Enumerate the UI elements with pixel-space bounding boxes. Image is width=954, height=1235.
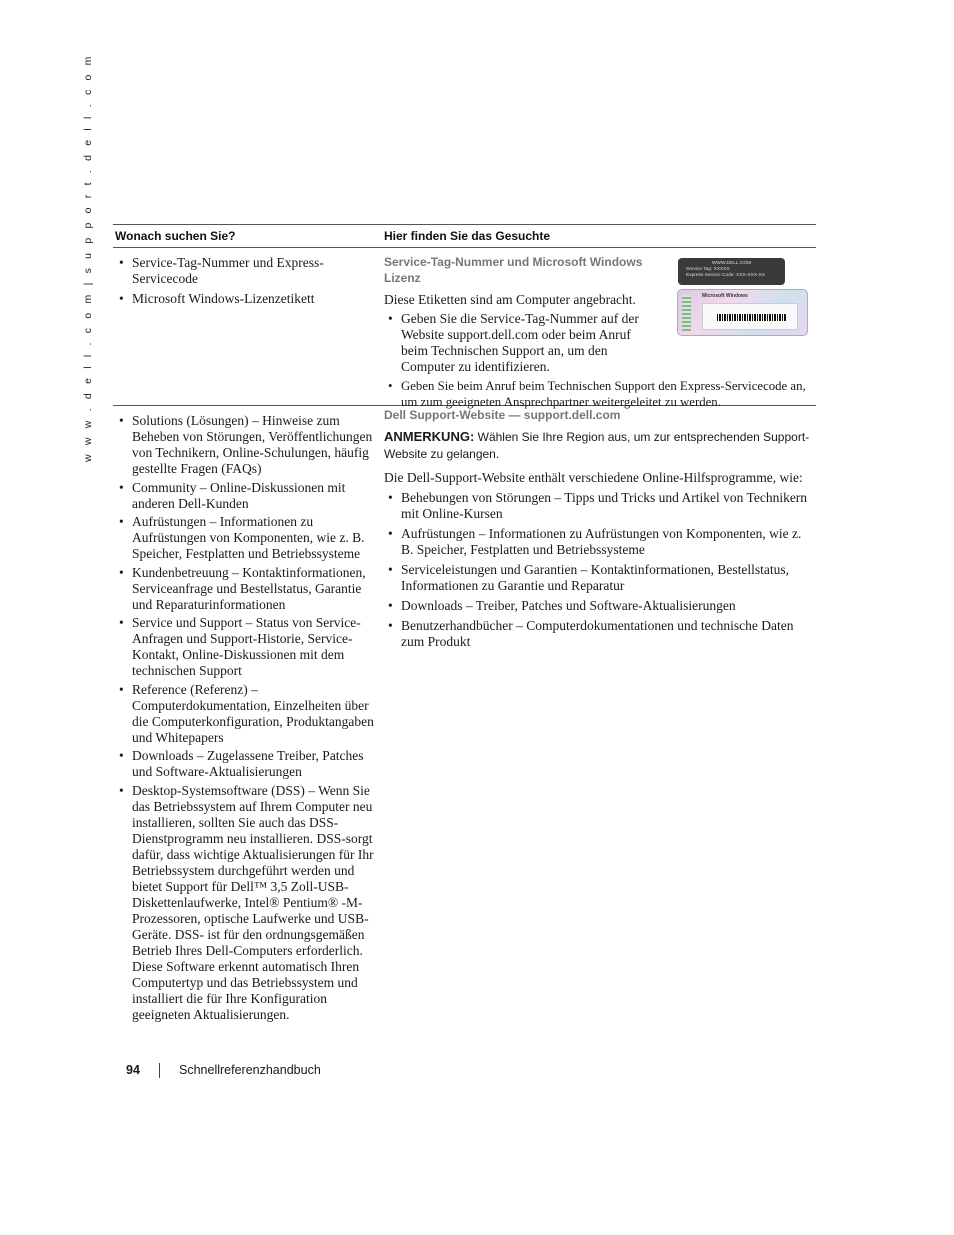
footer-divider [159, 1063, 160, 1078]
bullet-text: oder beim Anruf beim Technischen Support an, um den Computer zu identifizieren. [401, 327, 631, 374]
windows-license-label [677, 289, 808, 336]
header-right: Hier finden Sie das Gesuchte [384, 229, 551, 243]
list-item: • Geben Sie beim Anruf beim Technischen Support den Express-Servicecode an, um zum geeigneten Ansprechpartner weitergeleitet zu werden. [384, 378, 816, 410]
page-number: 94 [126, 1063, 140, 1077]
list-item: • Solutions (Lösungen) – Hinweise zum Beheben von Störungen, Veröffentlichungen von Technikern, Online-Schulungen, häufig gestellte Fragen (FAQs) [115, 413, 381, 477]
row2-left [113, 406, 383, 1025]
table-row-support-website [113, 406, 816, 1025]
header-left: Wonach suchen Sie? [115, 229, 236, 243]
list-item: • Community – Online-Diskussionen mit anderen Dell-Kunden [115, 480, 381, 512]
table-row-service-tag [113, 248, 816, 409]
list-item: • Microsoft Windows-Lizenzetikett [115, 291, 383, 307]
barcode-icon [717, 314, 787, 321]
note [384, 428, 816, 463]
list-item: • Service und Support – Status von Service-Anfragen und Support-Historie, Service-Kontakt, Online-Diskussionen mit dem technischen Support [115, 615, 381, 679]
row1-right [383, 248, 816, 409]
row1-left-list [115, 255, 383, 307]
list-item: • Downloads – Zugelassene Treiber, Patches und Software-Aktualisierungen [115, 748, 381, 780]
table-header [113, 224, 816, 248]
row2-left-list [115, 413, 381, 1023]
list-item [384, 311, 651, 375]
label-code-value: XXX-XXX-XX [736, 273, 765, 278]
list-item: • Downloads – Treiber, Patches und Software-Aktualisierungen [384, 598, 816, 614]
note-label: ANMERKUNG: [384, 429, 475, 444]
label-code: Express Service Code: [686, 273, 735, 278]
label-site: WWW.DELL.COM [711, 261, 752, 266]
list-item: • Aufrüstungen – Informationen zu Aufrüstungen von Komponenten, wie z. B. Speicher, Festplatten und Betriebssysteme [115, 514, 381, 562]
section-title: Service-Tag-Nummer und Microsoft Windows Lizenz [384, 255, 643, 285]
support-link[interactable]: support.dell.com [447, 327, 539, 342]
list-item: • Desktop-Systemsoftware (DSS) – Wenn Sie das Betriebssystem auf Ihrem Computer neu installieren, sollten Sie auch das DSS-Dienstprogramm neu installieren. DSS-sorgt dafür, dass wichtige Aktualisierungen für Ihr Betriebssystem durchgeführt werden und bietet Support für Dell™ 3,5 Zoll-USB-Diskettenlaufwerke, Intel® Pentium® -M-Prozessoren, optische Laufwerke und USB-Geräte. DSS- ist für den ordnungsgemäßen Betrieb Ihres Dell-Computers erforderlich. Diese Software erkennt automatisch Ihren Computertyp und das Betriebssystem und installiert die für Ihre Konfiguration geeigneten Aktualisierungen. [115, 783, 381, 1023]
label-tag: Service Tag: [686, 267, 713, 272]
service-tag-label [678, 258, 785, 285]
coa-product-key-area [702, 303, 798, 330]
list-item: • Service-Tag-Nummer und Express-Servicecode [115, 255, 383, 287]
coa-hologram-strip [682, 295, 691, 331]
bullet-text: Geben Sie die Service-Tag-Nummer auf der Website [401, 311, 639, 342]
row1-intro: Diese Etiketten sind am Computer angebracht. [384, 292, 636, 307]
list-item: • Benutzerhandbücher – Computerdokumentationen und technische Daten zum Produkt [384, 618, 816, 650]
footer-title: Schnellreferenzhandbuch [179, 1063, 321, 1077]
sidebar-url: w w w . d e l l . c o m | s u p p o r t . d e l l . c o m [82, 53, 94, 462]
row1-left [113, 248, 383, 405]
row2-right-list [384, 490, 816, 650]
label-tag-value: XXXXX [713, 267, 730, 272]
list-item: • Aufrüstungen – Informationen zu Aufrüstungen von Komponenten, wie z. B. Speicher, Festplatten und Betriebssysteme [384, 526, 816, 558]
list-item: • Behebungen von Störungen – Tipps und Tricks und Artikel von Technikern mit Online-Kursen [384, 490, 816, 522]
row2-right [383, 406, 816, 1025]
info-table [113, 224, 816, 1025]
list-item: • Serviceleistungen und Garantien – Kontaktinformationen, Bestellstatus, Informationen zu Garantie und Reparatur [384, 562, 816, 594]
section-title: Dell Support-Website — support.dell.com [384, 408, 621, 422]
note-text: Wählen Sie Ihre Region aus, um zur entsprechenden Support-Website zu gelangen. [384, 430, 810, 461]
list-item: • Kundenbetreuung – Kontaktinformationen, Serviceanfrage und Bestellstatus, Garantie und Reparaturinformationen [115, 565, 381, 613]
list-item: • Reference (Referenz) – Computerdokumentation, Einzelheiten über die Computerkonfiguration, Produktangaben und Whitepapers [115, 682, 381, 746]
coa-title: Microsoft Windows [702, 293, 748, 299]
row2-intro: Die Dell-Support-Website enthält verschiedene Online-Hilfsprogramme, wie: [384, 470, 803, 485]
